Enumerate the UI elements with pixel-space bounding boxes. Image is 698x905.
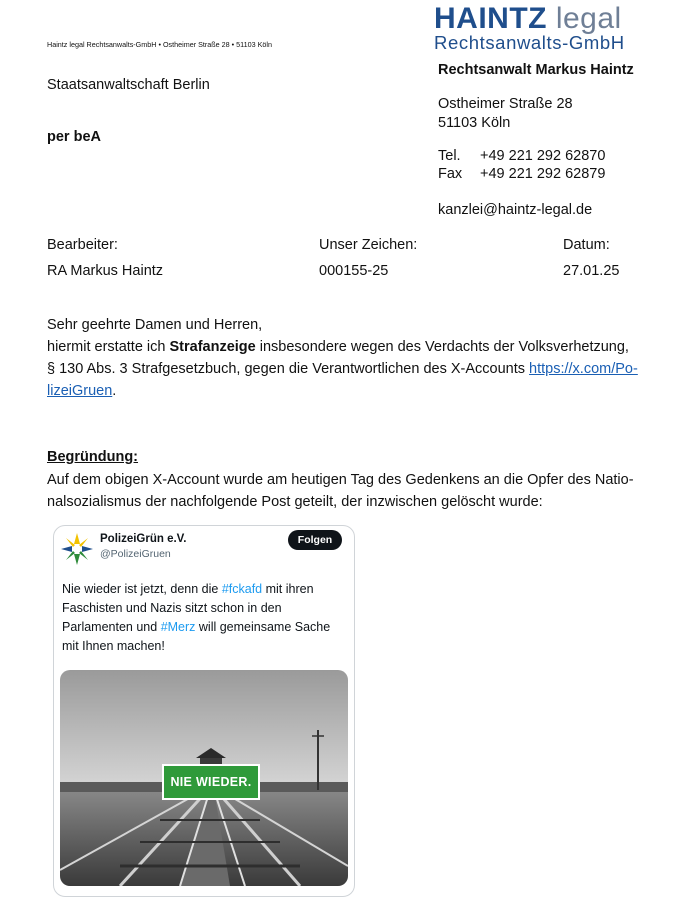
sender-street: Ostheimer Straße 28: [438, 96, 573, 112]
complaint-keyword: Strafanzeige: [169, 339, 256, 355]
follow-button[interactable]: Folgen: [288, 530, 342, 550]
reason-paragraph: [47, 469, 634, 513]
logo-brand: HAINTZ: [434, 2, 547, 35]
body-line-2-text: § 130 Abs. 3 Strafgesetzbuch, gegen die Verantwortlichen des X-Accounts: [47, 361, 530, 377]
nie-wieder-banner: NIE WIEDER.: [162, 764, 260, 800]
tweet-display-name: PolizeiGrün e.V.: [100, 533, 187, 545]
handler-label: Bearbeiter:: [47, 237, 118, 253]
reason-line-2: nalsozialismus der nachfolgende Post geteilt, der inzwischen gelöscht wurde:: [47, 494, 543, 510]
handler-value: RA Markus Haintz: [47, 263, 164, 279]
attorney-name: Rechtsanwalt Markus Haintz: [438, 62, 634, 78]
tweet-text-part2: mit ihren Faschisten und Nazis sitzt schon in den Parlamenten und: [62, 582, 314, 634]
tweet-screenshot: [53, 525, 355, 897]
letter-body: [47, 314, 638, 402]
company-logo: [434, 2, 622, 36]
fax-number: +49 221 292 62879: [480, 166, 606, 182]
tel-number: +49 221 292 62870: [480, 148, 606, 164]
date-label: Datum:: [563, 237, 610, 253]
sender-email: kanzlei@haintz-legal.de: [438, 202, 593, 218]
tweet-photo: [60, 670, 348, 886]
body-line-3-end: .: [112, 383, 117, 399]
body-line-1: [47, 336, 638, 358]
delivery-method: per beA: [47, 129, 101, 145]
avatar: [60, 532, 94, 566]
body-line-1-start: hiermit erstatte ich: [47, 339, 170, 355]
fax-label: Fax: [438, 166, 463, 182]
reason-line-1: Auf dem obigen X-Account wurde am heutigen Tag des Gedenkens an die Opfer des Natio-: [47, 472, 634, 488]
hashtag-fckafd[interactable]: #fckafd: [221, 582, 263, 596]
star-logo-icon: [60, 532, 94, 566]
account-link-part2[interactable]: lizeiGruen: [47, 383, 113, 399]
logo-tagline: Rechtsanwalts-GmbH: [434, 32, 625, 53]
our-ref-label: Unser Zeichen:: [319, 237, 418, 253]
account-link-part1[interactable]: https://x.com/Po-: [529, 361, 638, 377]
tel-label: Tel.: [438, 148, 461, 164]
tweet-text-part1: Nie wieder ist jetzt, denn die: [62, 582, 222, 596]
reason-heading: Begründung:: [47, 449, 139, 465]
hashtag-merz[interactable]: #Merz: [160, 620, 196, 634]
tweet-handle: @PolizeiGruen: [100, 548, 171, 560]
tweet-text-part3: will gemeinsame Sache mit Ihnen machen!: [62, 620, 331, 653]
our-ref-value: 000155-25: [319, 263, 389, 279]
body-line-2: [47, 358, 638, 380]
logo-suffix: legal: [555, 2, 622, 35]
tweet-text: [62, 580, 348, 656]
body-line-1-end: insbesondere wegen des Verdachts der Volksverhetzung,: [255, 339, 629, 355]
sender-city: 51103 Köln: [438, 115, 511, 131]
salutation: Sehr geehrte Damen und Herren,: [47, 317, 263, 333]
recipient-name: Staatsanwaltschaft Berlin: [47, 77, 210, 93]
body-line-3: [47, 380, 638, 402]
date-value: 27.01.25: [563, 263, 620, 279]
sender-return-address: Haintz legal Rechtsanwalts-GmbH • Ostheimer Straße 28 • 51103 Köln: [47, 40, 273, 49]
